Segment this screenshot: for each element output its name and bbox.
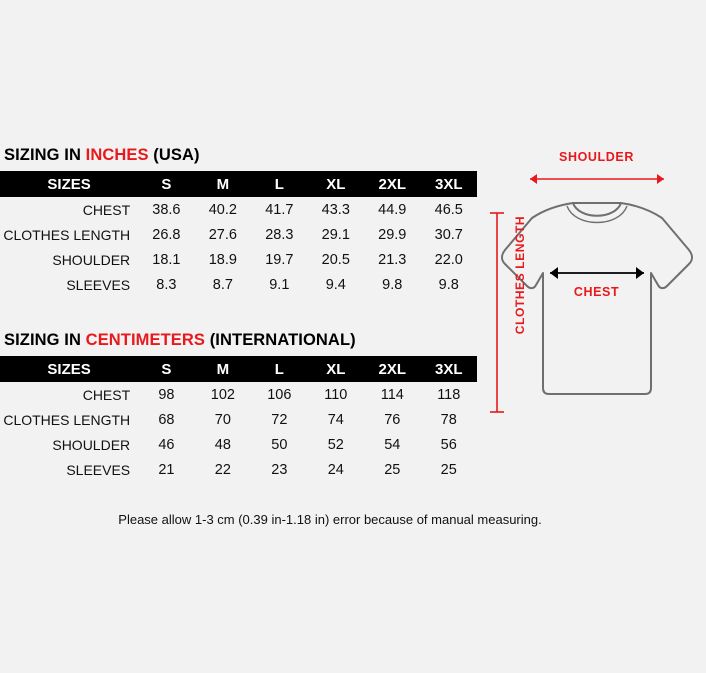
chest-arrow-icon — [550, 267, 644, 279]
cell-length-m: 27.6 — [208, 226, 237, 243]
cell-shoulder-l: 19.7 — [265, 251, 294, 268]
cell-length-s: 68 — [158, 411, 175, 428]
cell-sleeves-l: 23 — [271, 461, 288, 478]
column-header-2xl: 2XL — [364, 171, 420, 197]
table-row — [0, 407, 477, 432]
heading-inches-accent: INCHES — [85, 146, 149, 164]
column-header-m: M — [195, 171, 251, 197]
cell-chest-3xl: 46.5 — [434, 201, 463, 218]
column-header-2xl: 2XL — [364, 356, 420, 382]
row-label-chest: CHEST — [82, 386, 131, 403]
cell-shoulder-xl: 20.5 — [321, 251, 350, 268]
cell-sleeves-s: 21 — [158, 461, 175, 478]
cell-length-3xl: 30.7 — [434, 226, 463, 243]
row-label-chest: CHEST — [82, 201, 131, 218]
column-header-sizes: SIZES — [0, 356, 138, 382]
chest-measurement-label: CHEST — [573, 285, 620, 299]
cell-sleeves-3xl: 25 — [440, 461, 457, 478]
column-header-sizes: SIZES — [0, 171, 138, 197]
measuring-disclaimer: Please allow 1-3 cm (0.39 in-1.18 in) error because of manual measuring. — [118, 512, 542, 527]
cell-length-3xl: 78 — [440, 411, 457, 428]
cell-chest-s: 38.6 — [152, 201, 181, 218]
page-title-inches — [4, 146, 200, 165]
cell-chest-xl: 43.3 — [321, 201, 350, 218]
row-label-shoulder: SHOULDER — [52, 251, 131, 268]
cell-length-xl: 74 — [327, 411, 344, 428]
cell-length-xl: 29.1 — [321, 226, 350, 243]
cell-sleeves-3xl: 9.8 — [438, 276, 459, 293]
table-header-row — [0, 171, 477, 197]
table-row — [0, 222, 477, 247]
table-header-row — [0, 356, 477, 382]
cell-sleeves-2xl: 25 — [384, 461, 401, 478]
cell-length-m: 70 — [214, 411, 231, 428]
column-header-3xl: 3XL — [421, 171, 478, 197]
clothes-length-measurement-label: CLOTHES LENGTH — [513, 215, 527, 335]
table-row — [0, 382, 477, 407]
cell-sleeves-xl: 9.4 — [325, 276, 346, 293]
heading-cm-pre: SIZING IN — [4, 331, 86, 349]
table-row — [0, 272, 477, 297]
cell-sleeves-l: 9.1 — [269, 276, 290, 293]
cell-sleeves-s: 8.3 — [156, 276, 177, 293]
cell-chest-m: 102 — [210, 386, 235, 403]
cell-chest-2xl: 114 — [380, 386, 404, 403]
row-label-clothes-length: CLOTHES LENGTH — [3, 226, 131, 243]
column-header-l: L — [251, 356, 307, 382]
cell-sleeves-xl: 24 — [327, 461, 344, 478]
row-label-clothes-length: CLOTHES LENGTH — [3, 411, 131, 428]
cell-sleeves-m: 22 — [214, 461, 231, 478]
heading-cm-accent: CENTIMETERS — [85, 331, 206, 349]
cell-shoulder-2xl: 54 — [384, 436, 401, 453]
page-title-centimeters — [4, 331, 356, 350]
shoulder-arrow-icon — [530, 174, 664, 184]
cell-chest-l: 41.7 — [265, 201, 294, 218]
cell-length-l: 72 — [271, 411, 288, 428]
cell-length-s: 26.8 — [152, 226, 181, 243]
column-header-s: S — [138, 171, 194, 197]
column-header-xl: XL — [308, 171, 364, 197]
cell-shoulder-s: 18.1 — [152, 251, 181, 268]
cell-shoulder-s: 46 — [158, 436, 175, 453]
table-row — [0, 247, 477, 272]
column-header-m: M — [195, 356, 251, 382]
cell-chest-3xl: 118 — [437, 386, 461, 403]
cell-shoulder-2xl: 21.3 — [378, 251, 407, 268]
table-row — [0, 457, 477, 482]
cell-length-l: 28.3 — [265, 226, 294, 243]
table-row — [0, 432, 477, 457]
heading-inches-post: (USA) — [148, 146, 200, 164]
tshirt-diagram — [487, 140, 706, 430]
column-header-xl: XL — [308, 356, 364, 382]
cell-chest-m: 40.2 — [208, 201, 237, 218]
row-label-sleeves: SLEEVES — [66, 461, 131, 478]
size-table-inches — [0, 171, 477, 297]
row-label-sleeves: SLEEVES — [66, 276, 131, 293]
cell-shoulder-l: 50 — [271, 436, 288, 453]
shoulder-measurement-label: SHOULDER — [559, 150, 634, 164]
cell-shoulder-xl: 52 — [327, 436, 344, 453]
heading-cm-post: (INTERNATIONAL) — [205, 331, 356, 349]
cell-length-2xl: 29.9 — [378, 226, 407, 243]
cell-shoulder-m: 18.9 — [208, 251, 237, 268]
cell-length-2xl: 76 — [384, 411, 401, 428]
cell-sleeves-m: 8.7 — [212, 276, 233, 293]
column-header-s: S — [138, 356, 194, 382]
cell-sleeves-2xl: 9.8 — [382, 276, 403, 293]
cell-chest-xl: 110 — [324, 386, 348, 403]
cell-chest-2xl: 44.9 — [378, 201, 407, 218]
column-header-l: L — [251, 171, 307, 197]
cell-chest-s: 98 — [158, 386, 175, 403]
cell-shoulder-m: 48 — [214, 436, 231, 453]
cell-shoulder-3xl: 56 — [440, 436, 457, 453]
size-table-centimeters — [0, 356, 477, 482]
clothes-length-arrow-icon — [490, 213, 504, 412]
heading-inches-pre: SIZING IN — [4, 146, 86, 164]
cell-chest-l: 106 — [267, 386, 292, 403]
table-row — [0, 197, 477, 222]
cell-shoulder-3xl: 22.0 — [434, 251, 463, 268]
row-label-shoulder: SHOULDER — [52, 436, 131, 453]
column-header-3xl: 3XL — [421, 356, 478, 382]
